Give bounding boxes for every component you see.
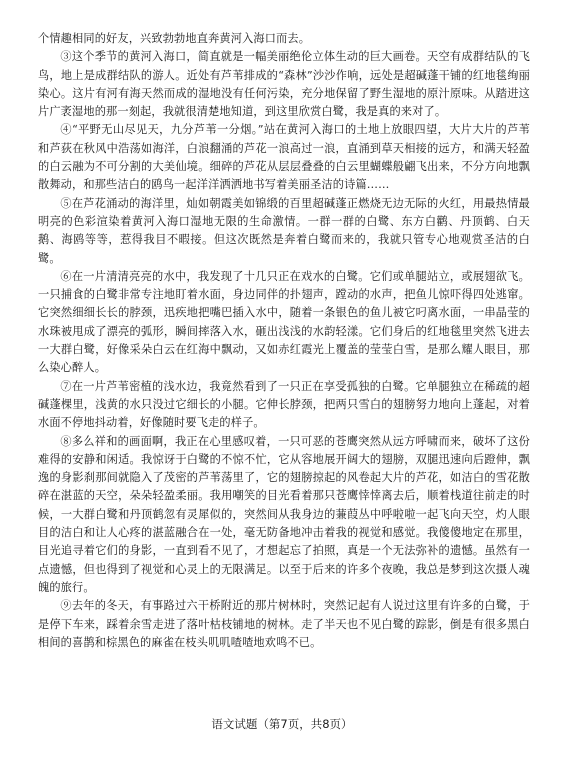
paragraph-continued: 个情趣相同的好友，兴致勃勃地直奔黄河入海口而去。 [38, 32, 311, 45]
paragraph-6: ⑥在一片清清亮亮的水中，我发现了十几只正在戏水的白鹭。它们或单腿站立，或展翅欲飞。一只捕食的白鹭非常专注地盯着水面，身边同伴的扑翅声，蹚动的水声，把鱼儿惊吓得四处逃窜。它突然细细长长的脖颈，迅疾地把嘴巴插入水中，随着一条银色的鱼儿被它叼离水面，一串晶莹的水珠被甩成了漂亮的弧形，瞬间摔落入水，砸出浅浅的水韵轻漾。它们身后的红地毯里突然飞进去一大群白鹭，好像采朵白云在红海中飘动，又如赤红霞光上覆盖的莹莹白雪，是那么耀人眼目，那么染心醉人。 [38, 269, 530, 375]
paragraph-3: ③这个季节的黄河入海口，简直就是一幅美丽绝伦立体生动的巨大画卷。天空有成群结队的飞鸟，地上是成群结队的游人。近处有芦苇排成的“森林”沙沙作响，远处是超碱蓬干铺的红地毯绚丽染心。这片有河有海天然而成的湿地没有任何污染，充分地保留了野生湿地的原汁原味。从踏进这片广袤湿地的那一刻起，我就很清楚地知道，到这里欣赏白鹭，我是真的来对了。 [38, 50, 530, 119]
paragraph-5: ⑤在芦花涌动的海洋里，灿如朝霞美如锦缎的百里超碱蓬正燃烧无边无际的火红，用最热情最明亮的色彩渲染着黄河入海口湿地无限的生命激情。一群一群的白鹭、东方白鹳、丹顶鹤、白天鹅、海鸥等等，惹得我目不暇接。但这次既然是奔着白鹭而来的，我就只管专心地观赏圣洁的白鹭。 [38, 196, 530, 265]
paragraph-9: ⑨去年的冬天，有事路过六干桥附近的那片树林时，突然记起有人说过这里有许多的白鹭，于是停下车来，踩着余雪走进了落叶枯枝铺地的树林。走了半天也不见白鹭的踪影，倒是有很多黑白相间的喜鹊和棕黑色的麻雀在枝头叽叽喳喳地欢鸣不已。 [38, 599, 530, 649]
document-body [38, 30, 530, 652]
paragraph-8: ⑧多么祥和的画面啊，我正在心里感叹着，一只可恶的苍鹰突然从远方呼啸而来，破坏了这份难得的安静和闲适。我惊讶于白鹭的不惊不忙，它从容地展开阔大的翅膀，双腿迅速向后蹬伸，飘逸的身影刹那间就隐入了茂密的芦苇荡里了，它的翅膀掠起的风卷起大片的芦花，如洁白的雪花散碎在湛蓝的天空，朵朵轻盈柔丽。我用嘲笑的目光看着那只苍鹰悻悻离去后，顺着栈道往前走的时候，一大群白鹭和丹顶鹤忽有灵犀似的，突然间从我身边的蒹葭丛中呼啦啦一起飞向天空，灼人眼目的洁白和让人心疼的湛蓝融合在一处，毫无防备地冲击着我的视觉和感觉。我傻傻地定在那里，目光追寻着它们的身影，一直到看不见了，才想起忘了拍照，真是一个无法弥补的遗憾。虽然有一点遗憾，但也得到了视觉和心灵上的无限满足。以至于后来的许多个夜晚，我总是梦到这次摄人魂魄的旅行。 [38, 434, 530, 594]
paragraph-7: ⑦在一片芦苇密植的浅水边，我竟然看到了一只正在享受孤独的白鹭。它单腿独立在稀疏的超碱蓬棵里，浅黄的水只没过它细长的小腿。它伸长脖颈，把两只雪白的翅膀努力地向上蓬起，对着水面不停地抖动着，好像随时要飞走的样子。 [38, 379, 530, 430]
page-footer: 语文试题（第7页，共8页） [211, 717, 353, 731]
paragraph-4: ④“平野无山尽见天，九分芦苇一分烟。”站在黄河入海口的土地上放眼四望，大片大片的芦苇和芦荻在秋风中浩荡如海洋，白浪翻涌的芦花一浪高过一浪，直涌到草天相接的远方，和满天轻盈的白云融为不可分割的大美仙境。细碎的芦花从层层叠叠的白云里蝴蝶般翩飞出来，不分方向地飘散舞动，和那些洁白的鸥鸟一起洋洋洒洒地书写着美丽圣洁的诗篇…… [38, 123, 530, 192]
